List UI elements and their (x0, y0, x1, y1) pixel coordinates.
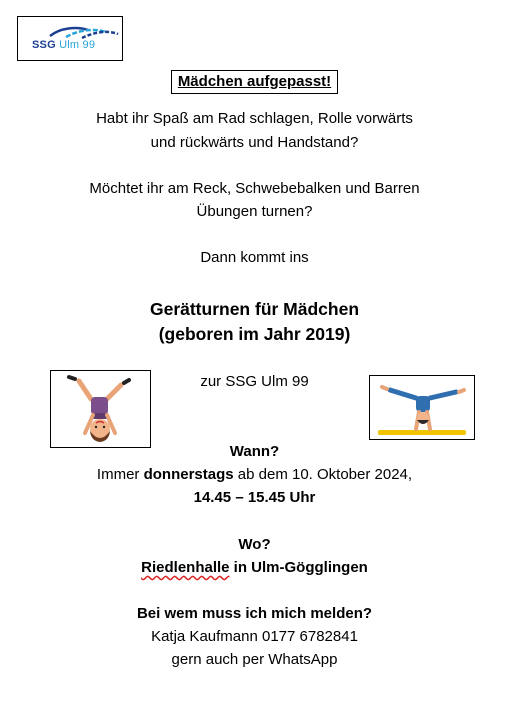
when-time: 14.45 – 15.45 Uhr (193, 489, 316, 506)
where-heading: Wo? (238, 536, 271, 553)
logo-text: SSG Ulm 99 (32, 39, 96, 51)
where-location (0, 558, 509, 578)
contact-person: Katja Kaufmann 0177 6782841 (151, 628, 358, 645)
contact-note: gern auch per WhatsApp (171, 651, 338, 668)
when-heading: Wann? (229, 443, 280, 460)
where-place: in Ulm-Gögglingen (229, 559, 368, 576)
gymnast-beam-icon (370, 376, 474, 439)
intro-line-3: Möchtet ihr am Reck, Schwebebalken und Barren (89, 180, 420, 197)
beam-image (369, 375, 475, 440)
when-day: donnerstags (143, 466, 234, 483)
ssg-logo (17, 16, 123, 61)
when-suffix: ab dem 10. Oktober 2024, (233, 466, 413, 483)
intro-line-4: Übungen turnen? (196, 203, 313, 220)
when-prefix: Immer (96, 466, 144, 483)
header (0, 70, 509, 94)
program-club: zur SSG Ulm 99 (200, 373, 309, 390)
intro-line-5: Dann kommt ins (200, 249, 309, 266)
header-title-box (171, 70, 338, 94)
cartwheel-image (50, 370, 151, 448)
header-title: Mädchen aufgepasst! (177, 73, 332, 90)
program-subtitle: (geboren im Jahr 2019) (158, 324, 351, 344)
logo-waves-icon (48, 24, 120, 40)
program-title: Gerätturnen für Mädchen (149, 299, 360, 319)
cartwheel-girl-icon (51, 371, 150, 447)
intro-line-2: und rückwärts und Handstand? (150, 134, 359, 151)
where-hall: Riedlenhalle (141, 559, 230, 576)
when-date-line (0, 465, 509, 485)
contact-heading: Bei wem muss ich mich melden? (136, 605, 373, 622)
intro-line-1: Habt ihr Spaß am Rad schlagen, Rolle vorwärts (96, 110, 413, 127)
